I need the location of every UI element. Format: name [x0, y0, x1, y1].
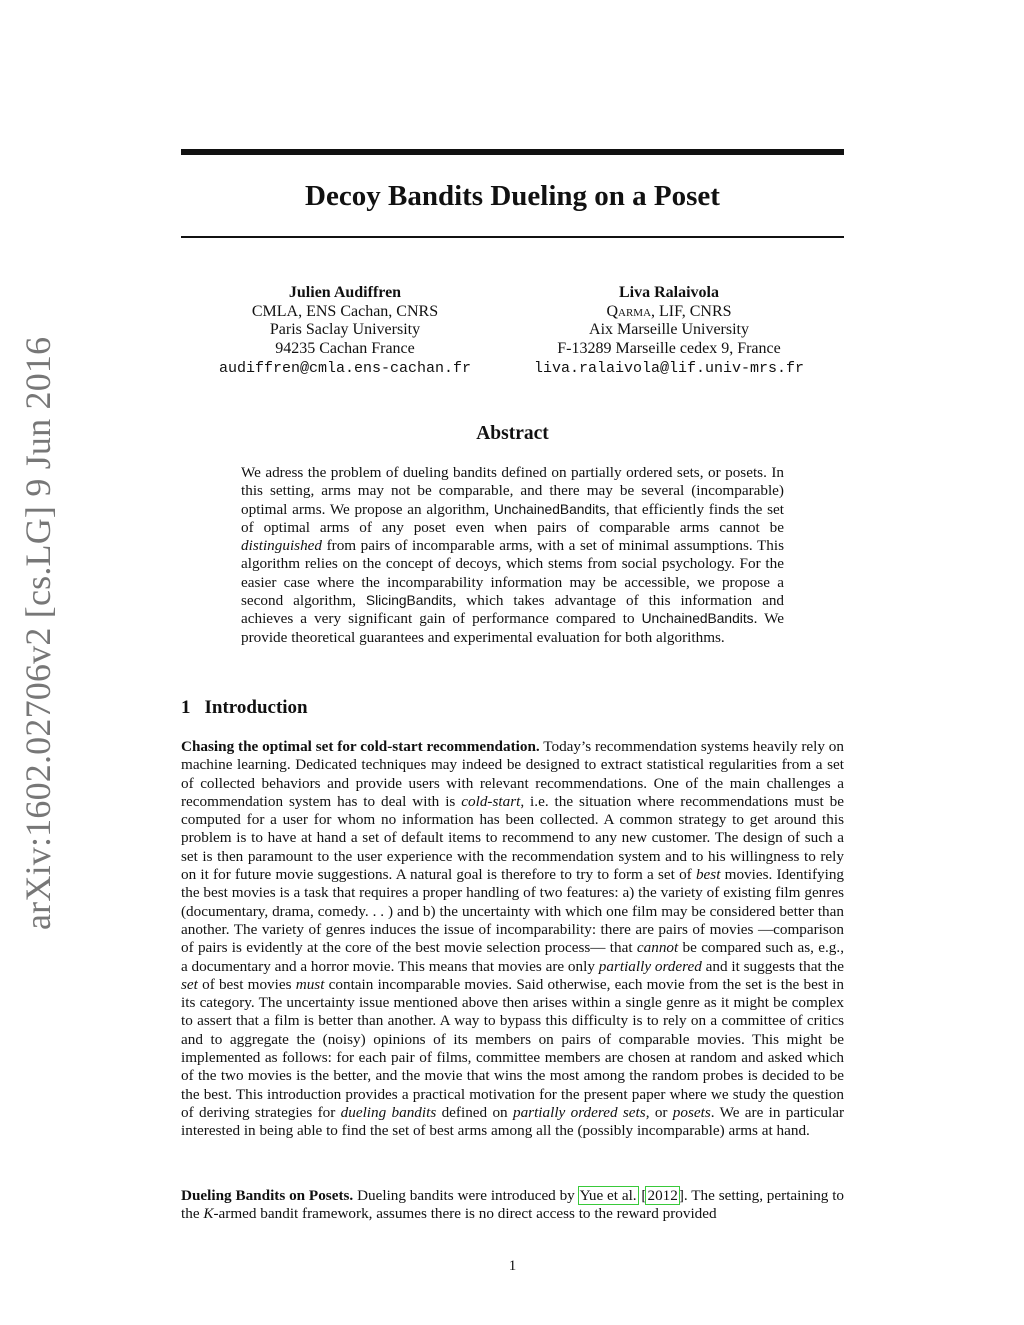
paragraph-heading: Chasing the optimal set for cold-start recommendation. [181, 738, 540, 755]
intro-paragraph-2: Dueling Bandits on Posets. Dueling bandits were introduced by Yue et al. [2012]. The setting, pertaining to the K-armed bandit framework, assumes there is no direct access to the reward provided [181, 1187, 845, 1223]
body-text: Dueling bandits were introduced by [357, 1187, 575, 1204]
author-block-1 [185, 284, 505, 379]
citation-year-link[interactable]: 2012 [647, 1187, 678, 1204]
author-affiliation: Paris Saclay University [269, 321, 421, 339]
citation-author-link[interactable]: Yue et al. [579, 1187, 637, 1204]
math-k: K [203, 1205, 214, 1223]
emphasis: cold-start [461, 792, 521, 810]
author-affiliation: Aix Marseille University [589, 321, 749, 339]
algorithm-name: UnchainedBandits [641, 611, 754, 627]
abstract-heading: Abstract [476, 423, 549, 444]
author-affiliation: F-13289 Marseille cedex 9, France [557, 340, 781, 358]
emphasis: partially ordered sets [512, 1103, 646, 1121]
abstract-text: from pairs of incomparable arms, with a set of minimal assumptions. This algorithm relies on the concept of decoys, which stems from social psychology. For the easier case where the incomparability information may be accessible, we propose a second algorithm, [241, 537, 785, 610]
abstract-body [241, 464, 784, 647]
emphasis: set [181, 975, 198, 993]
body-text: movies. Identifying the best movies is a task that requires a proper handling of two features: a) the variety of existing film genres (documentary, drama, comedy. . . ) and b) the uncertainty with which one film may be considered better than another. The variety of genres induces the issue of incomparability: there are pairs of movies —comparison of pairs is evidently at the core of the best movie selection process— that [181, 866, 845, 957]
body-text: and it suggests that the [705, 957, 845, 975]
author-affiliation [509, 303, 829, 322]
author-block-2 [509, 284, 829, 379]
body-text: -armed bandit framework, assumes there is no direct access to the reward provided [213, 1205, 717, 1223]
abstract-text: , that efficiently finds the set of optimal arms of any poset even when pairs of comparable arms cannot be [241, 500, 785, 536]
emphasis: dueling bandits [340, 1103, 437, 1121]
algorithm-name: UnchainedBandits [493, 501, 606, 517]
section-title: Introduction [204, 697, 308, 718]
body-text: , i.e. the situation where recommendations must be computed for a user for whom no information has been collected. A common strategy to get around this problem is to have at hand a set of default items to recommend to any new customer. The design of such a set is then paramount to the user experience with the recommendation system and to his willingness to rely on it for future movie suggestions. A natural goal is therefore to try to form a set of [181, 792, 845, 884]
body-text: contain incomparable movies. Said otherwise, each movie from the set is the best in its category. The uncertainty issue mentioned above then arises within a single genre as it might be complex to assert that a film is better than another. A way to bypass this difficulty is to rely on a committee of critics and to aggregate the (noisy) opinions of its members on pairs of comparable movies. This might be implemented as follows: for each pair of films, committee members are chosen at random and asked which of the two movies is the better, and the movie that wins the most among the random probes is decided to be the best. This introduction provides a practical motivation for the present paper where we study the question of deriving strategies for [181, 975, 844, 1121]
author-affiliation: 94235 Cachan France [275, 340, 415, 358]
body-text: . We are in particular interested in being able to find the set of best arms among all the (possibly incomparable) arms at hand. [181, 1103, 844, 1140]
lab-name: Qarma [606, 302, 652, 320]
emphasis: best [695, 866, 721, 884]
emphasis: must [295, 975, 325, 993]
emphasis: posets [672, 1103, 711, 1121]
paragraph-heading: Dueling Bandits on Posets. [181, 1187, 354, 1204]
page-number: 1 [508, 1258, 517, 1274]
emphasis: distinguished [241, 537, 323, 555]
body-text: defined on [441, 1103, 508, 1121]
title-rule-bottom [181, 236, 844, 238]
paper-title: Decoy Bandits Dueling on a Poset [305, 180, 720, 212]
intro-paragraph-1 [181, 738, 844, 1141]
author-email[interactable]: audiffren@cmla.ens-cachan.fr [218, 359, 472, 377]
arxiv-identifier: arXiv:1602.02706v2 [cs.LG] 9 Jun 2016 [18, 336, 58, 930]
emphasis: cannot [636, 939, 679, 957]
author-name: Liva Ralaivola [618, 284, 719, 301]
author-affiliation: CMLA, ENS Cachan, CNRS [251, 302, 439, 320]
algorithm-name: SlicingBandits [365, 593, 453, 609]
lab-rest: , LIF, CNRS [651, 302, 732, 320]
body-text: , or [645, 1103, 668, 1121]
author-name: Julien Audiffren [288, 284, 402, 301]
section-heading [181, 697, 308, 719]
emphasis: partially ordered [598, 957, 702, 975]
abstract-text: . We provide theoretical guarantees and experimental evaluation for both algorithms. [241, 610, 785, 646]
section-number: 1 [181, 697, 191, 718]
abstract-text: , which takes advantage of this information and achieves a very significant gain of performance compared to [241, 592, 785, 628]
body-text: Today’s recommendation systems heavily rely on machine learning. Dedicated techniques may indeed be designed to extract statistical regularities from a set of collected behaviors and provide users with relevant recommendations. One of the main challenges a recommendation system has to deal with is [181, 738, 844, 810]
body-text: of best movies [202, 975, 292, 993]
title-rule-top [181, 149, 844, 155]
abstract-text: We adress the problem of dueling bandits defined on partially ordered sets, or posets. In this setting, arms may not be comparable, and there may be several (incomparable) optimal arms. We propose an algorithm, [241, 464, 784, 518]
body-text: be compared such as, e.g., a documentary and a horror movie. This means that movies are only [181, 939, 844, 975]
body-text: . The setting, pertaining to the [181, 1187, 845, 1223]
author-email[interactable]: liva.ralaivola@lif.univ-mrs.fr [533, 359, 805, 377]
